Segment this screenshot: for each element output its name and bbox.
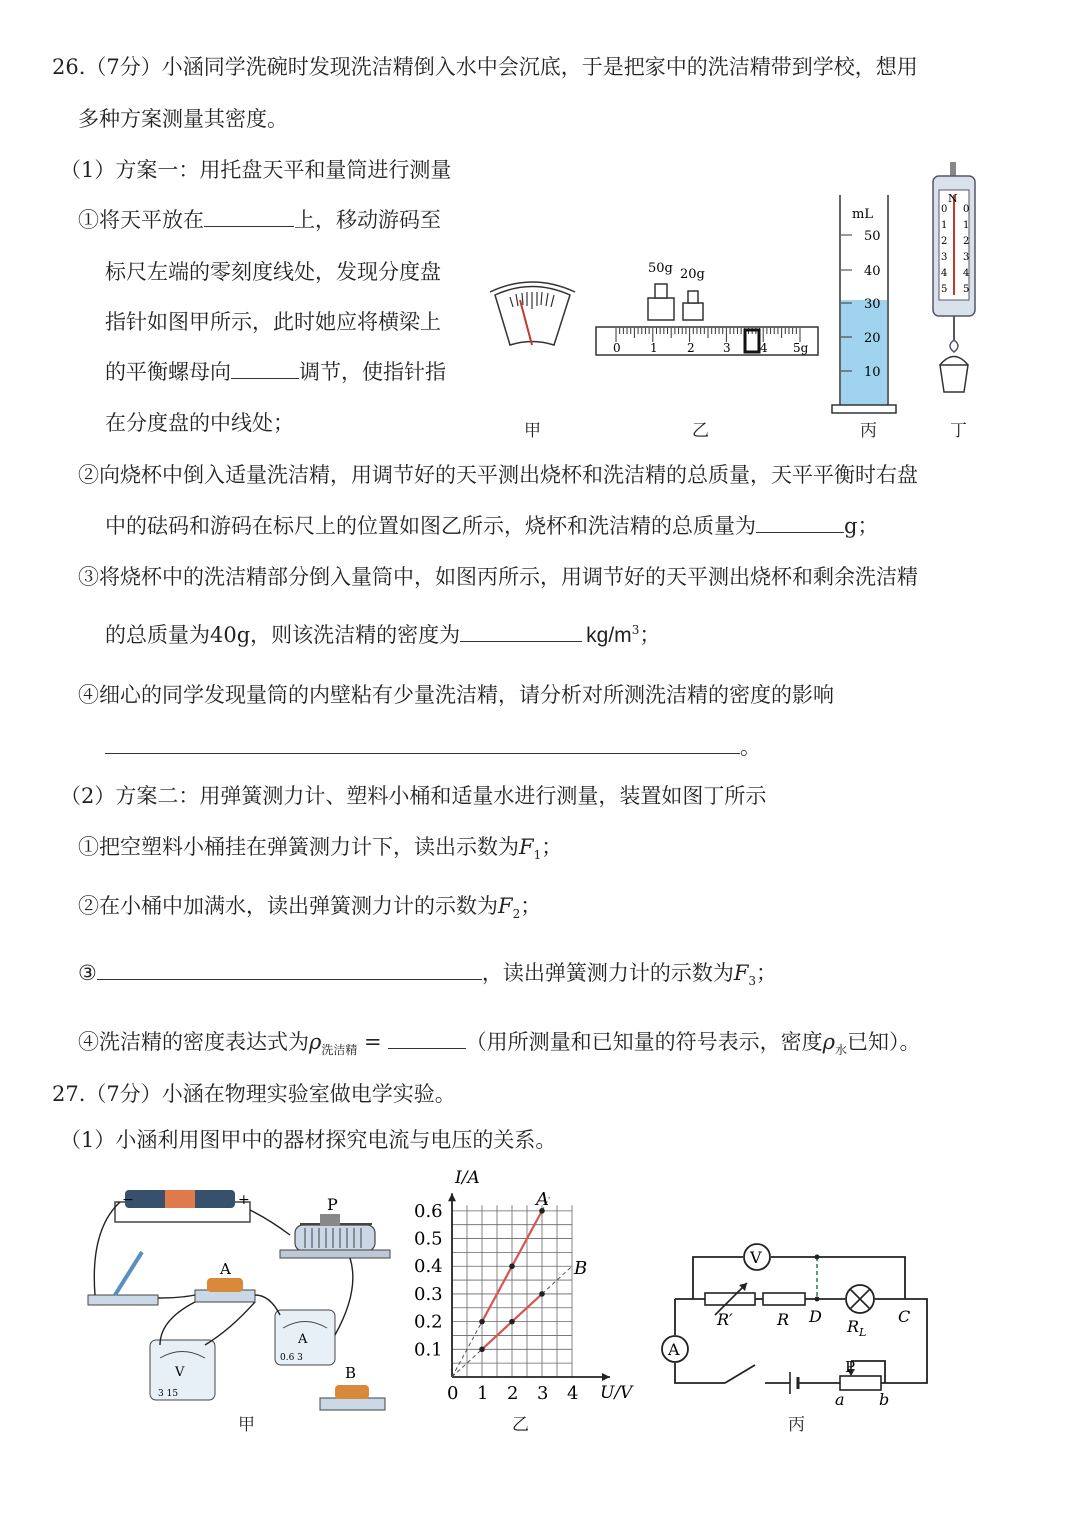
caption-jia: 甲 bbox=[524, 421, 541, 441]
svg-text:R: R bbox=[777, 1310, 790, 1329]
cylinder-unit: mL bbox=[852, 207, 873, 222]
ruler-tick-label: 2 bbox=[687, 341, 695, 355]
q26-step4-line2: 。 bbox=[105, 737, 761, 758]
svg-text:V: V bbox=[175, 1365, 185, 1380]
answer-blank[interactable] bbox=[388, 1047, 466, 1049]
q26-step2-line1: ②向烧杯中倒入适量洗洁精，用调节好的天平测出烧杯和洗洁精的总质量，天平平衡时右盘 bbox=[78, 463, 918, 487]
spring-scale bbox=[933, 162, 975, 392]
y-tick-label: 0.5 bbox=[414, 1228, 443, 1250]
y-tick-label: 0.6 bbox=[414, 1200, 443, 1222]
svg-text:0: 0 bbox=[941, 204, 948, 215]
svg-text:0: 0 bbox=[963, 204, 970, 215]
data-point bbox=[539, 1291, 545, 1297]
weights-and-ruler bbox=[596, 261, 818, 355]
chart-xlabel: U/V bbox=[600, 1383, 633, 1403]
caption-27-jia: 甲 bbox=[238, 1415, 255, 1435]
voltmeter-label: V bbox=[750, 1248, 762, 1267]
svg-text:b: b bbox=[879, 1390, 890, 1409]
data-point bbox=[479, 1347, 485, 1353]
svg-text:a: a bbox=[835, 1390, 845, 1409]
weight-label: 20g bbox=[680, 267, 705, 282]
svg-text:2: 2 bbox=[963, 236, 970, 247]
caption-ding: 丁 bbox=[950, 421, 967, 441]
svg-text:B: B bbox=[345, 1364, 357, 1382]
svg-text:4: 4 bbox=[941, 268, 948, 279]
caption-bing: 丙 bbox=[860, 421, 877, 441]
q26-p2-step1: ①把空塑料小桶挂在弹簧测力计下，读出示数为$F_1$； bbox=[78, 835, 563, 863]
svg-text:R′: R′ bbox=[717, 1310, 733, 1329]
svg-text:−: − bbox=[122, 1192, 134, 1208]
q26-line1: 26.（7分）小涵同学洗碗时发现洗洁精倒入水中会沉底，于是把家中的洗洁精带到学校，想用 bbox=[52, 55, 918, 79]
x-tick-label: 1 bbox=[477, 1383, 489, 1404]
chart-ylabel: I/A bbox=[455, 1168, 480, 1188]
q26-p2-step3: ③ ，读出弹簧测力计的示数为$F_3$； bbox=[78, 961, 778, 989]
x-axis-arrow bbox=[602, 1373, 610, 1381]
q26-step3-line2: 的总质量为40g，则该洗洁精的密度为 $kg/m^3$； bbox=[105, 623, 661, 647]
cylinder-tick: 20 bbox=[864, 331, 881, 346]
x-tick-label: 2 bbox=[507, 1383, 519, 1404]
ruler-tick-label: 5g bbox=[793, 341, 809, 355]
chart-series bbox=[452, 1189, 587, 1377]
ruler-tick-label: 0 bbox=[613, 341, 621, 355]
figure-26 bbox=[480, 160, 1000, 440]
svg-text:P: P bbox=[327, 1195, 338, 1214]
y-axis-arrow bbox=[448, 1193, 456, 1201]
svg-text:0.6 3: 0.6 3 bbox=[280, 1353, 303, 1363]
svg-text:3: 3 bbox=[963, 252, 970, 263]
svg-text:C: C bbox=[898, 1307, 911, 1326]
data-point bbox=[509, 1263, 515, 1269]
q27-part1: （1）小涵利用图甲中的器材探究电流与电压的关系。 bbox=[60, 1128, 557, 1152]
q26-step1-line4: 的平衡螺母向 调节，使指针指 bbox=[105, 360, 446, 384]
ammeter-label: A bbox=[668, 1340, 680, 1359]
svg-text:1: 1 bbox=[941, 220, 948, 231]
svg-text:3: 3 bbox=[941, 252, 948, 263]
spring-unit: N bbox=[948, 192, 958, 205]
answer-blank[interactable] bbox=[204, 225, 294, 227]
svg-text:5: 5 bbox=[941, 284, 948, 295]
svg-text:3 15: 3 15 bbox=[158, 1389, 179, 1399]
q27-line1: 27.（7分）小涵在物理实验室做电学实验。 bbox=[52, 1082, 456, 1106]
svg-text:5: 5 bbox=[963, 284, 970, 295]
y-tick-label: 0.2 bbox=[414, 1311, 443, 1333]
series-label: A bbox=[536, 1188, 549, 1210]
svg-text:RL: $R_L$ bbox=[847, 1317, 867, 1339]
svg-text:P: P bbox=[845, 1358, 856, 1376]
ruler-tick-label: 1 bbox=[650, 341, 658, 355]
y-tick-label: 0.3 bbox=[414, 1283, 443, 1305]
svg-text:4: 4 bbox=[963, 268, 970, 279]
figure-27-circuit bbox=[655, 1235, 945, 1415]
ruler-tick-label: 4 bbox=[760, 341, 768, 355]
q26-step1-line2: 标尺左端的零刻度线处，发现分度盘 bbox=[105, 260, 441, 284]
q26-part2-title: （2）方案二：用弹簧测力计、塑料小桶和适量水进行测量，装置如图丁所示 bbox=[60, 784, 767, 808]
svg-text:2: 2 bbox=[941, 236, 948, 247]
graduated-cylinder bbox=[832, 195, 896, 413]
answer-blank[interactable] bbox=[105, 752, 740, 754]
caption-yi: 乙 bbox=[692, 421, 709, 441]
data-point bbox=[509, 1319, 515, 1325]
caption-27-bing: 丙 bbox=[788, 1415, 805, 1435]
cylinder-tick: 30 bbox=[864, 297, 881, 312]
q26-p2-step2: ②在小桶中加满水，读出弹簧测力计的示数为$F_2$； bbox=[78, 894, 542, 922]
answer-blank[interactable] bbox=[460, 640, 582, 642]
ruler-tick-label: 3 bbox=[723, 341, 731, 355]
svg-text:A: A bbox=[298, 1332, 308, 1347]
q26-step3-line1: ③将烧杯中的洗洁精部分倒入量筒中，如图丙所示，用调节好的天平测出烧杯和剩余洗洁精 bbox=[78, 565, 918, 589]
iu-chart bbox=[410, 1165, 640, 1405]
cylinder-tick: 50 bbox=[864, 229, 881, 244]
svg-text:A: A bbox=[220, 1260, 231, 1278]
q26-step1-line5: 在分度盘的中线处； bbox=[105, 411, 294, 435]
x-tick-label: 0 bbox=[447, 1383, 459, 1404]
x-tick-label: 4 bbox=[567, 1383, 579, 1404]
answer-blank[interactable] bbox=[231, 377, 299, 379]
cylinder-tick: 10 bbox=[864, 365, 881, 380]
svg-text:+: + bbox=[238, 1192, 250, 1208]
figure-27-apparatus bbox=[80, 1180, 400, 1440]
x-tick-label: 3 bbox=[537, 1383, 549, 1404]
answer-blank[interactable] bbox=[97, 978, 482, 980]
y-tick-label: 0.1 bbox=[414, 1339, 443, 1361]
balance-dial bbox=[490, 282, 575, 345]
q26-step2-line2: 中的砝码和游码在标尺上的位置如图乙所示，烧杯和洗洁精的总质量为 g； bbox=[105, 514, 879, 538]
q26-line2: 多种方案测量其密度。 bbox=[78, 107, 288, 131]
weight-label: 50g bbox=[648, 261, 673, 276]
answer-blank[interactable] bbox=[756, 531, 844, 533]
cylinder-tick: 40 bbox=[864, 264, 881, 279]
q26-p2-step4: ④洗洁精的密度表达式为$\rho_{洗洁精}$ = （用所测量和已知量的符号表示，密度$\rho_水$已知）。 bbox=[78, 1030, 921, 1058]
y-tick-label: 0.4 bbox=[414, 1256, 443, 1278]
series-label: B bbox=[574, 1258, 588, 1280]
svg-text:1: 1 bbox=[963, 220, 970, 231]
q26-part1-title: （1）方案一：用托盘天平和量筒进行测量 bbox=[60, 158, 452, 182]
chart-grid bbox=[452, 1205, 572, 1377]
chart-axes bbox=[448, 1193, 610, 1381]
chart-ticks bbox=[414, 1201, 578, 1404]
data-point bbox=[479, 1319, 485, 1325]
caption-27-yi: 乙 bbox=[512, 1415, 529, 1435]
q26-step1-line3: 指针如图甲所示，此时她应将横梁上 bbox=[105, 310, 441, 334]
q26-step1-line1: ①将天平放在 上，移动游码至 bbox=[78, 208, 441, 232]
svg-text:D: D bbox=[809, 1307, 822, 1326]
q26-step4-line1: ④细心的同学发现量筒的内壁粘有少量洗洁精，请分析对所测洗洁精的密度的影响 bbox=[78, 683, 834, 707]
